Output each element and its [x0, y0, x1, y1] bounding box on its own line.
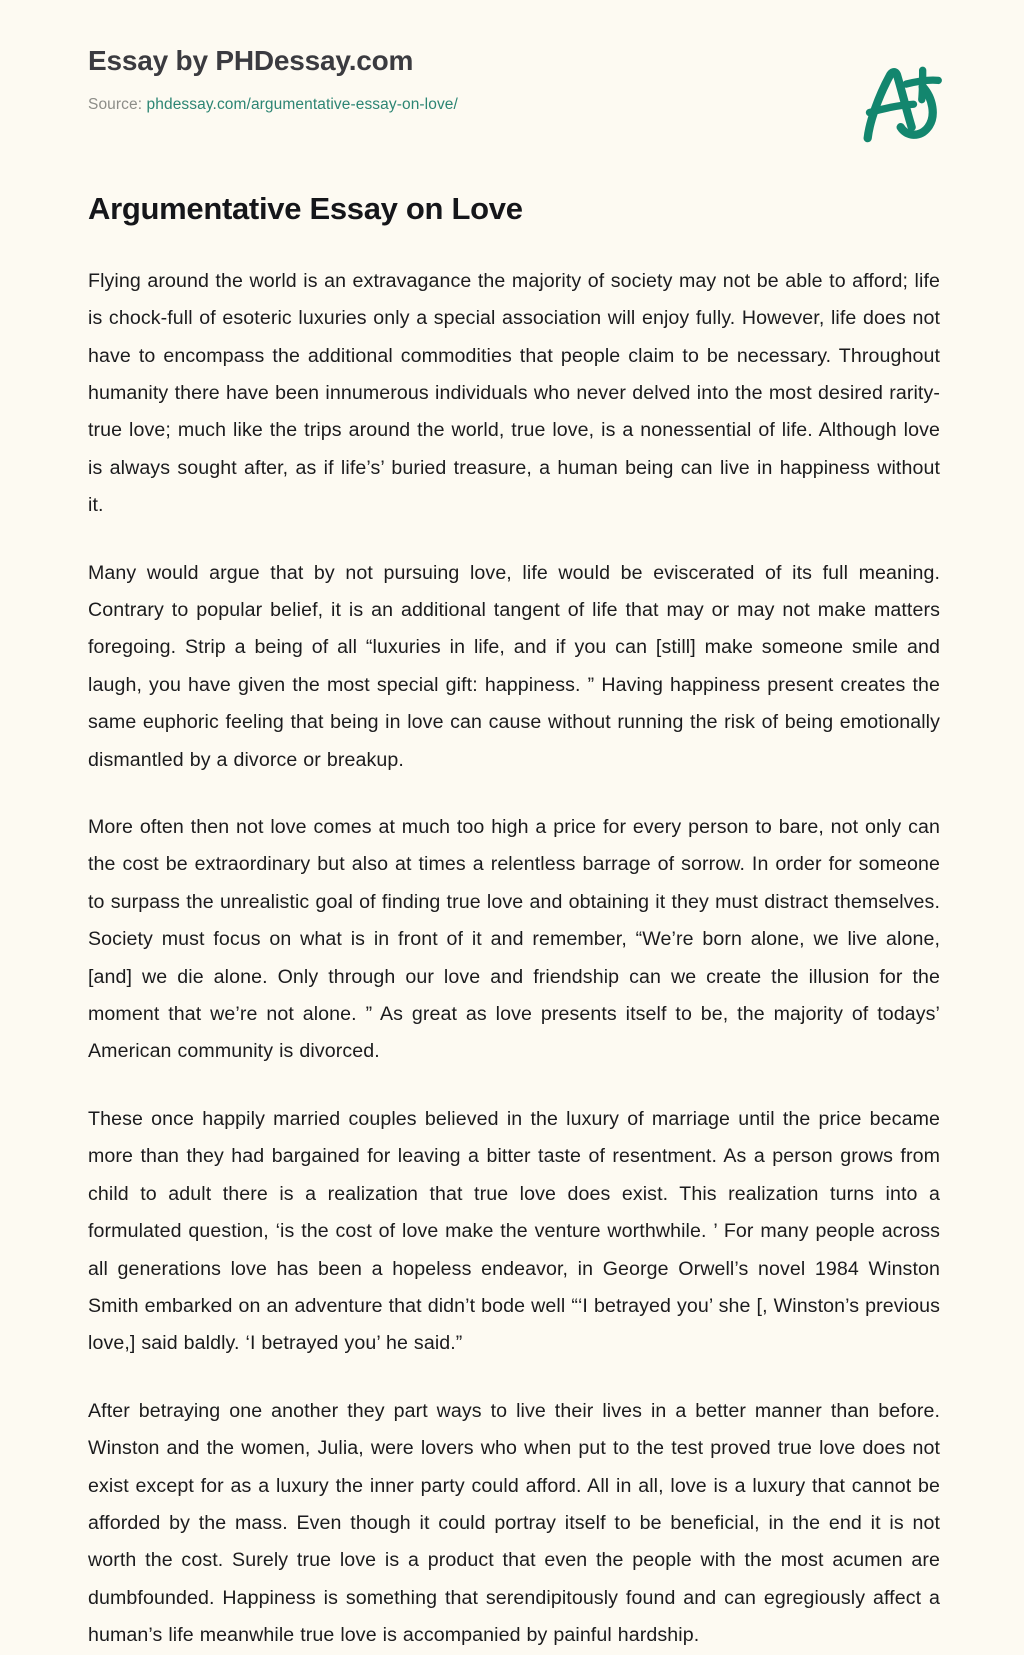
source-url-link[interactable]: phdessay.com/argumentative-essay-on-love/	[146, 95, 458, 113]
paragraph: Many would argue that by not pursuing love, life would be eviscerated of its full meaning. Contrary to popular belief, it is an additional tangent of life that may or may not make matters foregoing. Strip a being of all “luxuries in life, and if you can [still] make someone smile and laugh, you have given the most special gift: happiness. ” Having happiness present creates the same euphoric feeling that being in love can cause without running the risk of being emotionally dismantled by a divorce or breakup.	[88, 561, 940, 771]
brand-title: Essay by PHDessay.com	[88, 45, 414, 76]
paragraph: These once happily married couples believed in the luxury of marriage until the price became more than they had bargained for leaving a bitter taste of resentment. As a person grows from child to adult there is a realization that true love does exist. This realization turns into a formulated question, ‘is the cost of love make the venture worthwhile. ’ For many people across all generations love has been a hopeless endeavor, in George Orwell’s novel 1984 Winston Smith embarked on an adventure that didn’t bode well “‘I betrayed you’ she [, Winston’s previous love,] said baldly. ‘I betrayed you’ he said.”	[88, 1107, 940, 1355]
paragraph: Flying around the world is an extravagance the majority of society may not be able to afford; life is chock-full of esoteric luxuries only a special association will enjoy fully. However, life does not have to encompass the additional commodities that people claim to be necessary. Throughout humanity there have been innumerous individuals who never delved into the most desired rarity-true love; much like the trips around the world, true love, is a nonessential of life. Although love is always sought after, as if life’s’ buried treasure, a human being can live in happiness without it.	[88, 269, 940, 517]
page-header	[0, 0, 1024, 150]
essay-body	[0, 229, 1024, 1655]
paragraph: After betraying one another they part ways to live their lives in a better manner than before. Winston and the women, Julia, were lovers who when put to the test proved true love does not exist except for as a luxury the inner party could afford. All in all, love is a luxury that cannot be afforded by the mass. Even though it could portray itself to be beneficial, in the end it is not worth the cost. Surely true love is a product that even the people with the most acumen are dumbfounded. Happiness is something that serendipitously found and can egregiously affect a human’s life meanwhile true love is accompanied by painful hardship.	[88, 1399, 940, 1647]
source-line	[88, 96, 964, 114]
a-plus-logo-icon	[842, 52, 952, 162]
paragraph: More often then not love comes at much too high a price for every person to bare, not only can the cost be extraordinary but also at times a relentless barrage of sorrow. In order for someone to surpass the unrealistic goal of finding true love and obtaining it they must distract themselves. Society must focus on what is in front of it and remember, “We’re born alone, we live alone, [and] we die alone. Only through our love and friendship can we create the illusion for the moment that we’re not alone. ” As great as love presents itself to be, the majority of todays’ American community is divorced.	[88, 816, 940, 1063]
source-label: Source:	[88, 95, 143, 113]
page-title: Argumentative Essay on Love	[88, 191, 523, 226]
